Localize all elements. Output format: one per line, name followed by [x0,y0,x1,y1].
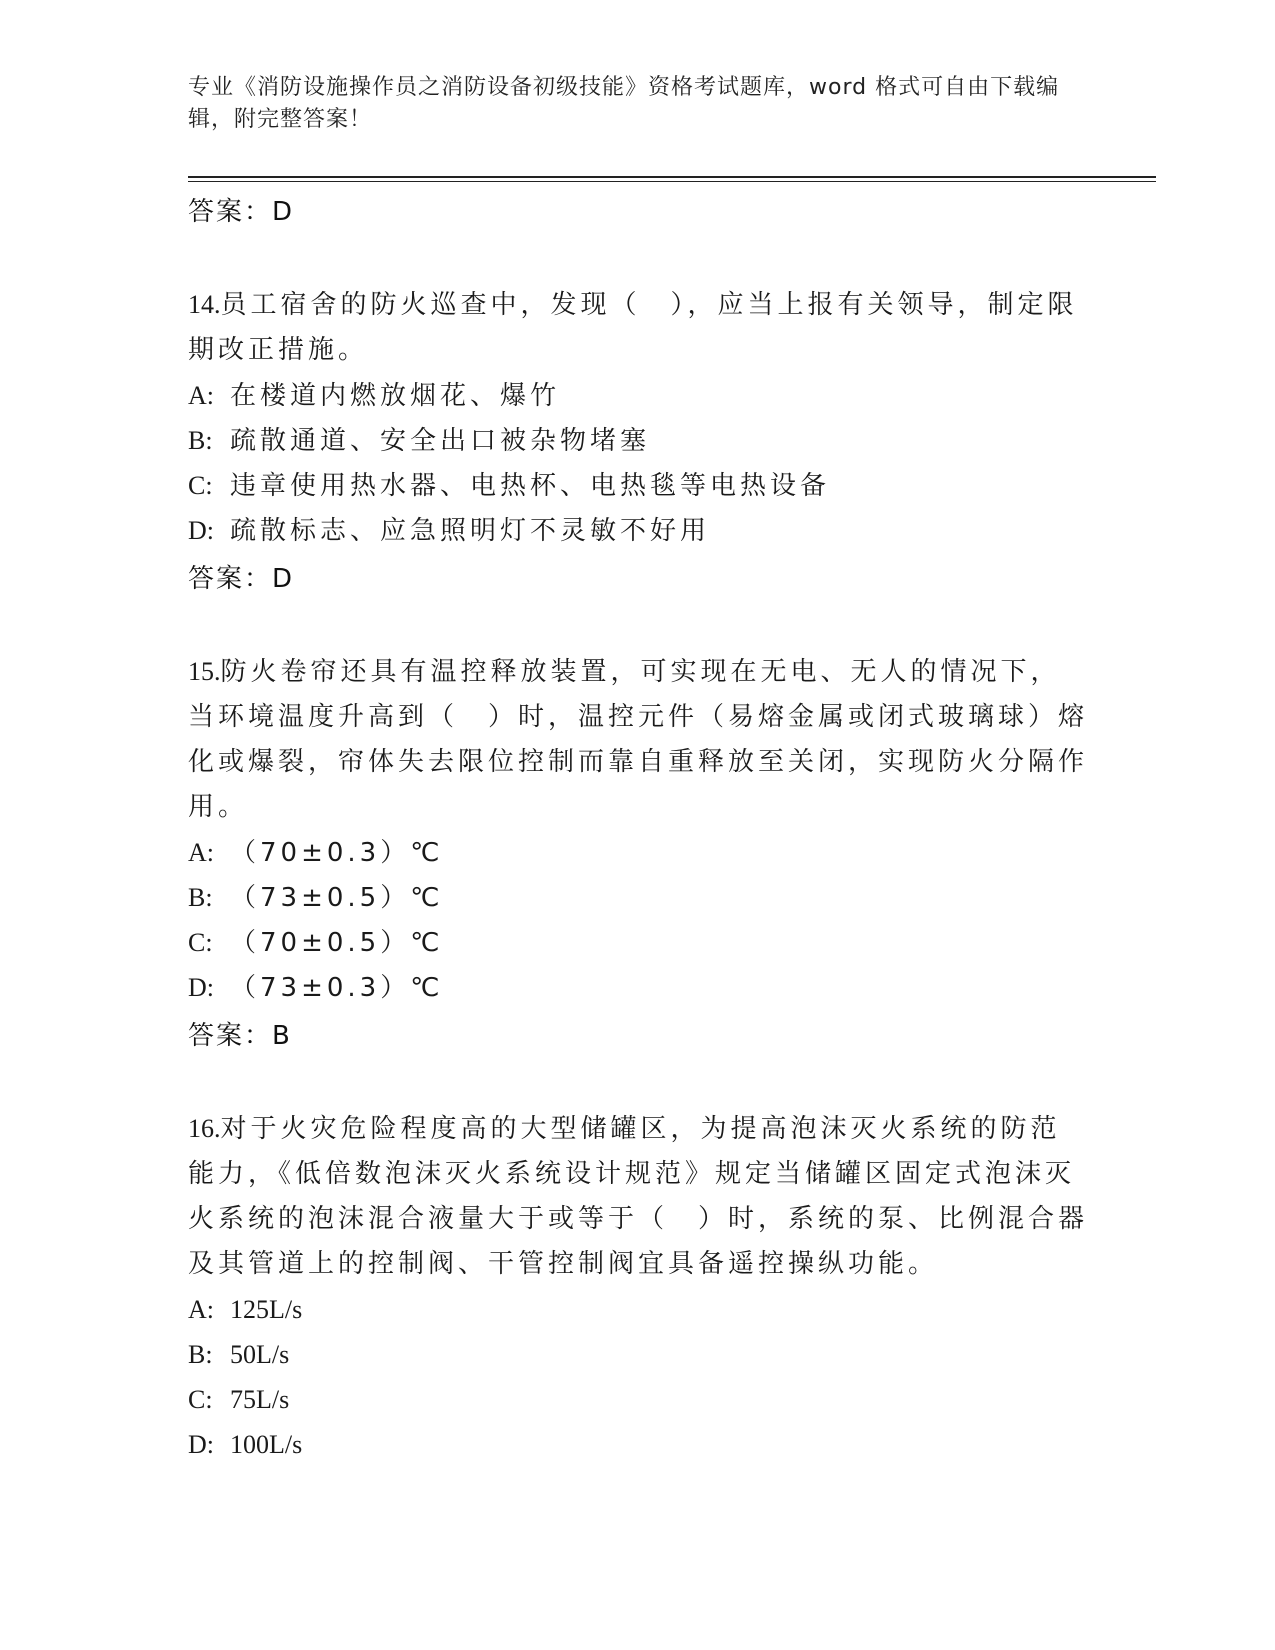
option-text: （70±0.3）℃ [230,838,444,868]
option-text: 疏散标志、应急照明灯不灵敏不好用 [230,516,711,546]
question-list [188,186,1088,1467]
header-divider-thin [188,181,1156,182]
option-b [188,1332,1088,1377]
option-c [188,1377,1088,1422]
option-key: B: [188,426,213,455]
option-a [188,373,1088,418]
answer-value: D [272,564,293,594]
option-key: B: [188,883,213,912]
question-text [188,282,1088,373]
answer-label: 答案： [188,197,273,227]
question-15 [188,649,1088,1058]
answer-value: D [272,197,293,227]
question-14 [188,282,1088,601]
option-d [188,1422,1088,1467]
option-key: D: [188,516,214,545]
option-d [188,965,1088,1010]
answer-label: 答案： [188,564,273,594]
option-text: 在楼道内燃放烟花、爆竹 [230,381,561,411]
option-text: 50L/s [230,1340,290,1369]
option-d [188,508,1088,553]
option-a [188,1287,1088,1332]
option-a [188,830,1088,875]
question-body: 员工宿舍的防火巡查中，发现（ ），应当上报有关领导，制定限期改正措施。 [188,290,1078,365]
option-key: C: [188,1385,213,1414]
answer-value: B [272,1021,290,1051]
answer-line-13 [188,190,1088,234]
option-key: C: [188,928,213,957]
option-c [188,920,1088,965]
option-key: D: [188,1430,214,1459]
option-b [188,875,1088,920]
header-divider [188,176,1156,178]
document-header [188,72,1068,136]
question-text [188,1106,1088,1287]
option-text: 100L/s [230,1430,303,1459]
question-16 [188,1106,1088,1467]
option-key: D: [188,973,214,1002]
answer-line-15 [188,1014,1088,1058]
option-text: 疏散通道、安全出口被杂物堵塞 [230,426,651,456]
option-key: A: [188,838,214,867]
answer-label: 答案： [188,1021,273,1051]
answer-line-14 [188,557,1088,601]
question-number: 14. [188,290,221,319]
option-key: B: [188,1340,213,1369]
question-body: 对于火灾危险程度高的大型储罐区，为提高泡沫灭火系统的防范能力，《低倍数泡沫灭火系统设计规范》规定当储罐区固定式泡沫灭火系统的泡沫混合液量大于或等于（ ）时，系统的泵、比例混合器及其管道上的控制阀、干管控制阀宜具备遥控操纵功能。 [188,1114,1089,1279]
option-b [188,418,1088,463]
option-key: A: [188,381,214,410]
question-text [188,649,1088,830]
option-key: A: [188,1295,214,1324]
option-text: 125L/s [230,1295,303,1324]
option-text: （70±0.5）℃ [230,928,444,958]
header-text: 专业《消防设施操作员之消防设备初级技能》资格考试题库，word 格式可自由下载编辑，附完整答案！ [188,75,1060,132]
option-text: （73±0.3）℃ [230,973,444,1003]
option-c [188,463,1088,508]
option-text: 75L/s [230,1385,290,1414]
question-number: 15. [188,657,221,686]
question-body: 防火卷帘还具有温控释放装置，可实现在无电、无人的情况下，当环境温度升高到（ ）时，温控元件（易熔金属或闭式玻璃球）熔化或爆裂，帘体失去限位控制而靠自重释放至关闭，实现防火分隔作用。 [188,657,1089,822]
option-text: 违章使用热水器、电热杯、电热毯等电热设备 [230,471,831,501]
question-number: 16. [188,1114,221,1143]
option-key: C: [188,471,213,500]
option-text: （73±0.5）℃ [230,883,444,913]
